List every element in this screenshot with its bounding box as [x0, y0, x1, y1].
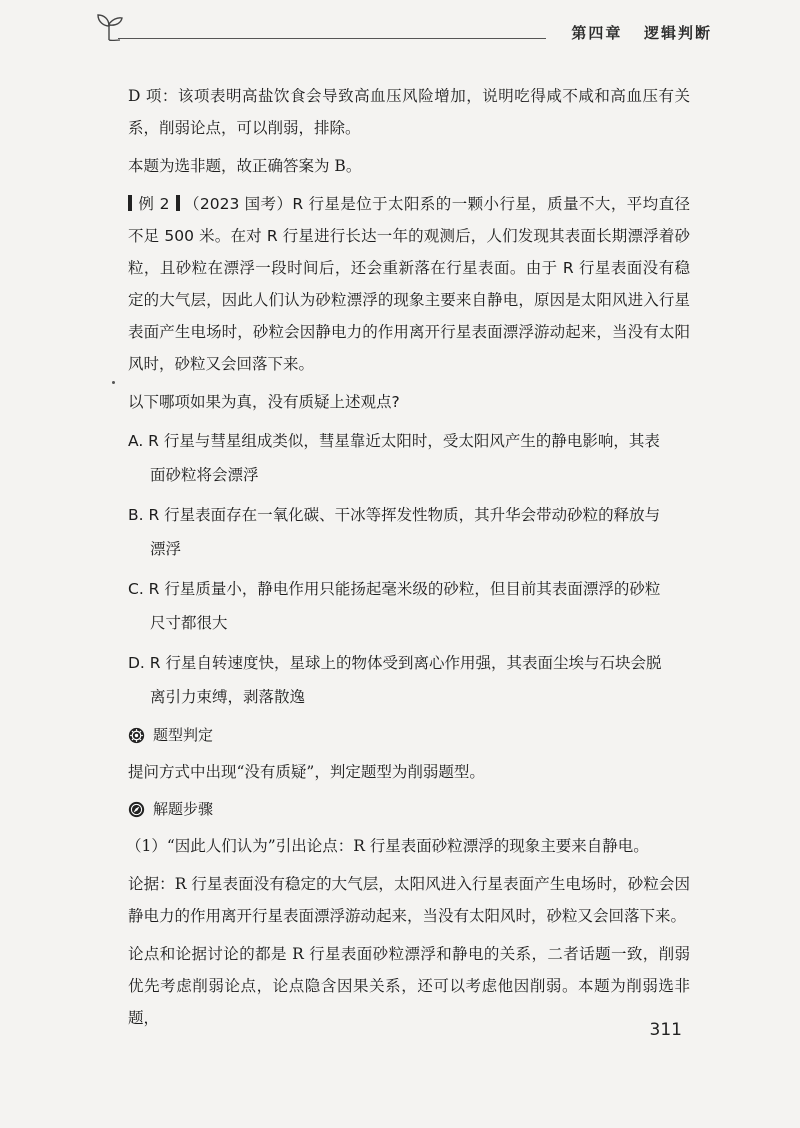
option-a-line2: 面砂粒将会漂浮 — [150, 466, 259, 484]
evidence-paragraph: 论据：R 行星表面没有稳定的大气层，太阳风进入行星表面产生电场时，砂粒会因静电力的作用离开行星表面漂浮游动起来，当没有太阳风时，砂粒又会回落下来。 — [128, 875, 690, 925]
option-b — [128, 498, 690, 566]
type-judgement-title: 题型判定 — [153, 726, 214, 744]
option-a — [128, 424, 690, 492]
option-d-line1: D. R 行星自转速度快，星球上的物体受到离心作用强，其表面尘埃与石块会脱 — [128, 654, 662, 672]
chapter-title: 第四章 逻辑判断 — [571, 24, 712, 42]
option-c-line2: 尺寸都很大 — [150, 614, 228, 632]
option-c-line1: C. R 行星质量小，静电作用只能扬起毫米级的砂粒，但目前其表面漂浮的砂粒 — [128, 580, 661, 598]
page-body — [128, 80, 690, 1040]
type-judgement-heading — [128, 720, 690, 750]
option-b-line2: 漂浮 — [150, 540, 182, 558]
example-paragraph — [128, 188, 690, 380]
page-number: 311 — [649, 1020, 682, 1040]
solution-steps-heading — [128, 794, 690, 824]
gear-icon — [128, 727, 145, 744]
analysis-paragraph: 论点和论据讨论的都是 R 行星表面砂粒漂浮和静电的关系，二者话题一致，削弱优先考虑削弱论点，论点隐含因果关系，还可以考虑他因削弱。本题为削弱选非题， — [128, 945, 690, 1027]
d-item-explanation: D 项：该项表明高盐饮食会导致高血压风险增加，说明吃得咸不咸和高血压有关系，削弱论点，可以削弱，排除。 — [128, 87, 690, 137]
compass-icon — [128, 801, 145, 818]
option-d — [128, 646, 690, 714]
option-a-line1: A. R 行星与彗星组成类似，彗星靠近太阳时，受太阳风产生的静电影响，其表 — [128, 432, 660, 450]
example-bar-left — [128, 195, 132, 211]
page-header — [92, 8, 712, 48]
answer-line: 本题为选非题，故正确答案为 B。 — [128, 157, 362, 175]
option-d-line2: 离引力束缚，剥落散逸 — [150, 688, 306, 706]
example-bar-right — [176, 195, 180, 211]
example-tag: 例 2 — [138, 195, 170, 213]
step-one: （1）“因此人们认为”引出论点：R 行星表面砂粒漂浮的现象主要来自静电。 — [126, 837, 649, 855]
option-b-line1: B. R 行星表面存在一氧化碳、干冰等挥发性物质，其升华会带动砂粒的释放与 — [128, 506, 661, 524]
solution-steps-title: 解题步骤 — [153, 800, 214, 818]
margin-mark — [112, 381, 115, 384]
header-rule — [118, 38, 546, 39]
question-line: 以下哪项如果为真，没有质疑上述观点? — [128, 393, 400, 411]
example-text: （2023 国考）R 行星是位于太阳系的一颗小行星，质量不大，平均直径不足 500 米。在对 R 行星进行长达一年的观测后，人们发现其表面长期漂浮着砂粒，且砂粒在漂浮一段时间后，还会重新落在行星表面。由于 R 行星表面没有稳定的大气层，因此人们认为砂粒漂浮的现象主要来自静电，原因是太阳风进入行星表面产生电场时，砂粒会因静电力的作用离开行星表面漂浮游动起来，当没有太阳风时，砂粒又会回落下来。 — [128, 195, 690, 373]
option-c — [128, 572, 690, 640]
type-judgement-text: 提问方式中出现“没有质疑”，判定题型为削弱题型。 — [128, 763, 485, 781]
